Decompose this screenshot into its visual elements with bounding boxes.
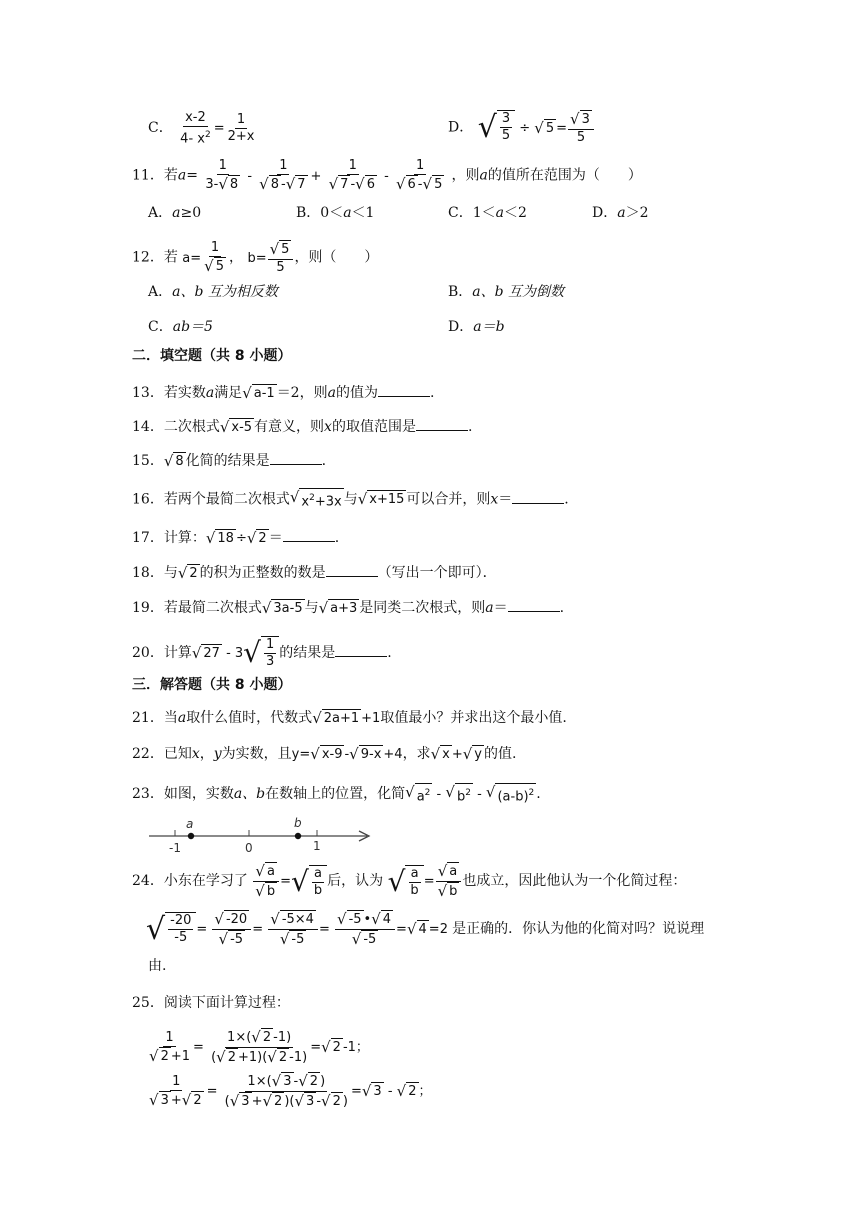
q10-option-c: C． $\frac{x-2}{4- x^2}$ = $\frac{1}{2+x}$: [148, 110, 255, 147]
q12-option-c: C．ab＝5: [148, 319, 213, 335]
answer-blank[interactable]: [508, 597, 560, 612]
question-22: 22．已知x，y为实数，且y= √ x-9 - √ 9-x +4，求 √ x + √ y 的值.: [132, 745, 517, 763]
tick-label-1: 1: [313, 839, 321, 853]
q24-continuation: 由.: [148, 958, 167, 974]
q11-option-c: C．1＜a＜2: [448, 205, 527, 221]
tick-label-0: 0: [245, 841, 253, 855]
q12-option-a: A．a、b 互为相反数: [148, 284, 278, 300]
point-b: [295, 833, 301, 839]
q11-option-b: B．0＜a＜1: [296, 205, 375, 221]
tick-label-minus-1: -1: [169, 841, 181, 855]
question-24: 24．小东在学习了 √ a √ b = √ $\frac{a}{b}$ 后，认为 √ $\frac{a}{b}$ = √ a √ b 也成立，因此他认为一个化简过程：: [132, 862, 687, 900]
point-a: [188, 833, 194, 839]
answer-blank[interactable]: [416, 416, 468, 431]
answer-blank[interactable]: [512, 489, 564, 504]
q24-derivation: √ $\frac{-20}{-5}$ = √ -20 √ -5 = √ -5×4 √ -5 = √ -5 • √ 4 √ -5 = √ 4 =2 是正确的．你认为他的化简对吗？说说理: [146, 910, 705, 948]
question-23: 23．如图，实数a、b在数轴上的位置，化简 √ $a^2$ - √ $b^2$ - √ $(a-b)^2$ .: [132, 783, 541, 805]
question-17: 17．计算： √ 18 ÷ √ 2 ＝ .: [132, 528, 340, 547]
q11-option-d: D．a＞2: [592, 205, 649, 221]
question-21: 21．当a取什么值时，代数式 √ 2a+1 +1取值最小？并求出这个最小值.: [132, 708, 567, 727]
q12-option-b: B．a、b 互为倒数: [448, 284, 565, 300]
q10-c-fraction: $\frac{x-2}{4- x^2}$: [180, 110, 211, 147]
q25-step-2: 1 √ 3 + √ 2 = 1×( √ 3 - √ 2 ) ( √ 3 + √ 2 )( √ 3 - √ 2 ) = √ 3 - √ 2 ；: [149, 1072, 432, 1110]
q12-option-d: D．a＝b: [448, 319, 505, 335]
question-11: 11．若a= 1 3- √ 8 - 1 √ 8 - √ 7 + 1 √ 7 - √ 6 - 1 √ 6 - √ 5 ，则a的值所在范围为（ ）: [132, 158, 642, 193]
number-line-figure: [145, 814, 377, 856]
question-18: 18．与 √ 2 的积为正整数的数是 （写出一个即可）．: [132, 563, 497, 582]
q11-option-a: A．a≥0: [148, 205, 202, 221]
question-16: 16．若两个最简二次根式 √ $x^2+3x$ 与 √ x+15 可以合并，则x＝ .: [132, 488, 569, 510]
answer-blank[interactable]: [378, 382, 430, 397]
section-2-heading: 二．填空题（共 8 小题）: [132, 348, 292, 364]
question-15: 15． √ 8 化简的结果是 .: [132, 451, 327, 470]
answer-blank[interactable]: [335, 642, 387, 657]
label-b: b: [294, 816, 302, 830]
question-20: 20．计算 √ 27 - 3 √ $\frac{1}{3}$ 的结果是 .: [132, 636, 392, 669]
q10-option-d: D． √ $\frac{3}{5}$ ÷ √ 5 = √ 3 5: [448, 110, 595, 146]
question-14: 14．二次根式 √ x-5 有意义，则x的取值范围是 .: [132, 417, 473, 436]
section-3-heading: 三．解答题（共 8 小题）: [132, 677, 292, 693]
question-12: 12．若 a= 1 √ 5 ， b= √ 5 5 ，则（ ）: [132, 240, 379, 275]
question-19: 19．若最简二次根式 √ 3a-5 与 √ a+3 是同类二次根式，则a＝ .: [132, 598, 565, 617]
question-13: 13．若实数a满足 √ a-1 ＝2，则a的值为 .: [132, 383, 435, 402]
answer-blank[interactable]: [326, 562, 378, 577]
question-25: 25．阅读下面计算过程：: [132, 995, 290, 1011]
answer-blank[interactable]: [283, 527, 335, 542]
label-a: a: [186, 817, 194, 831]
answer-blank[interactable]: [270, 450, 322, 465]
q25-step-1: 1 √ 2 +1 = 1×( √ 2 -1) ( √ 2 +1)( √ 2 -1) = √ 2 -1；: [149, 1028, 369, 1066]
